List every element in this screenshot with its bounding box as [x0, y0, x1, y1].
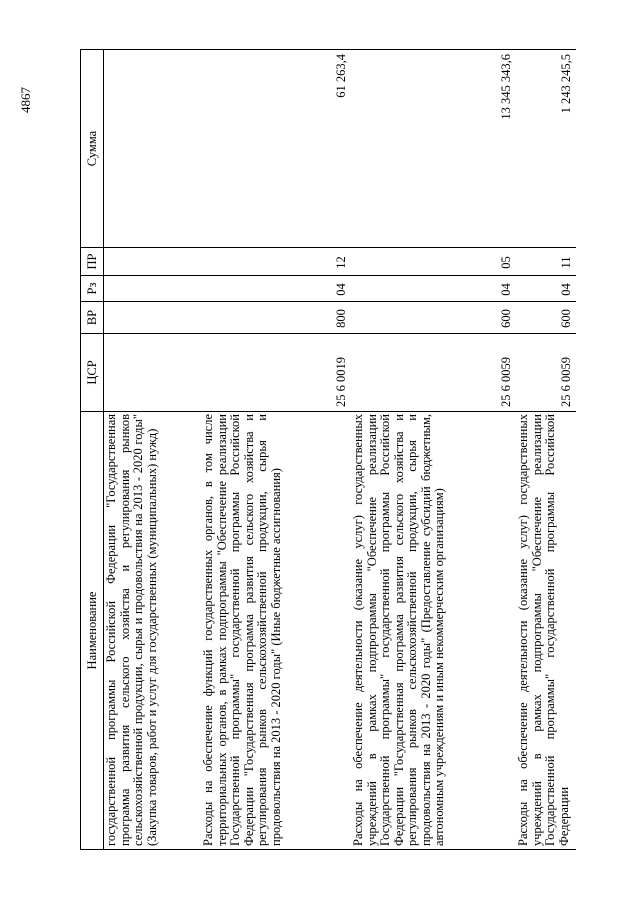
- header-csr: ЦСР: [81, 334, 104, 412]
- header-sum: Сумма: [81, 50, 104, 248]
- row-vr: 800: [201, 302, 351, 334]
- header-pr: ПР: [81, 248, 104, 276]
- row-sum: 1 243 245,5: [516, 50, 576, 248]
- row-sum: 13 345 343,6: [351, 50, 516, 248]
- budget-table: [80, 49, 576, 850]
- row-vr: 600: [351, 302, 516, 334]
- rotated-table-container: [80, 50, 573, 850]
- table-row: [516, 50, 576, 850]
- row-vr: 600: [516, 302, 576, 334]
- table-row: [104, 50, 202, 850]
- row-name: Расходы на обеспечение деятельности (оказание услуг) государственных учреждений в рамках подпрограммы "Обеспечение реализации Государственной программы" государственной программы Российской Федерации "Государственная программа развития сельского хозяйства и регулирования рынков сельскохозяйственной продукции, сырья и продовольствия на 2013 - 2020 годы" (Предоставление субсидий бюджетным, автономным учреждениям и иным некоммерческим организациям): [351, 412, 516, 850]
- row-pr: 05: [351, 248, 516, 276]
- header-rz: Рз: [81, 276, 104, 302]
- row-rz: [104, 276, 202, 302]
- header-vr: ВР: [81, 302, 104, 334]
- row-csr: 25 6 0059: [516, 334, 576, 412]
- row-csr: [104, 334, 202, 412]
- row-csr: 25 6 0019: [201, 334, 351, 412]
- row-name: Расходы на обеспечение функций государственных органов, в том числе территориальных органов, в рамках подпрограммы "Обеспечение реализации Государственной программы" государственной программы Российской Федерации "Государственная программа развития сельского хозяйства и регулирования рынков сельскохозяйственной продукции, сырья и продовольствия на 2013 - 2020 годы" (Иные бюджетные ассигнования): [201, 412, 351, 850]
- row-name: Расходы на обеспечение деятельности (оказание услуг) государственных учреждений в рамках подпрограммы "Обеспечение реализации Государственной программы" государственной программы Российской Федерации: [516, 412, 576, 850]
- row-pr: 11: [516, 248, 576, 276]
- row-sum: [104, 50, 202, 248]
- row-pr: [104, 248, 202, 276]
- page-number: 4867: [18, 87, 33, 113]
- table-row: [351, 50, 516, 850]
- row-rz: 04: [516, 276, 576, 302]
- row-name: государственной программы Российской Федерации "Государственная программа развития сельского хозяйства и регулирования рынков сельскохозяйственной продукции, сырья и продовольствия на 2013 - 2020 годы" (Закупка товаров, работ и услуг для государственных (муниципальных) нужд): [104, 412, 202, 850]
- row-csr: 25 6 0059: [351, 334, 516, 412]
- header-name: Наименование: [81, 412, 104, 850]
- row-vr: [104, 302, 202, 334]
- row-pr: 12: [201, 248, 351, 276]
- row-sum: 61 263,4: [201, 50, 351, 248]
- table-row: [201, 50, 351, 850]
- row-rz: 04: [351, 276, 516, 302]
- row-rz: 04: [201, 276, 351, 302]
- table-header-row: [81, 50, 104, 850]
